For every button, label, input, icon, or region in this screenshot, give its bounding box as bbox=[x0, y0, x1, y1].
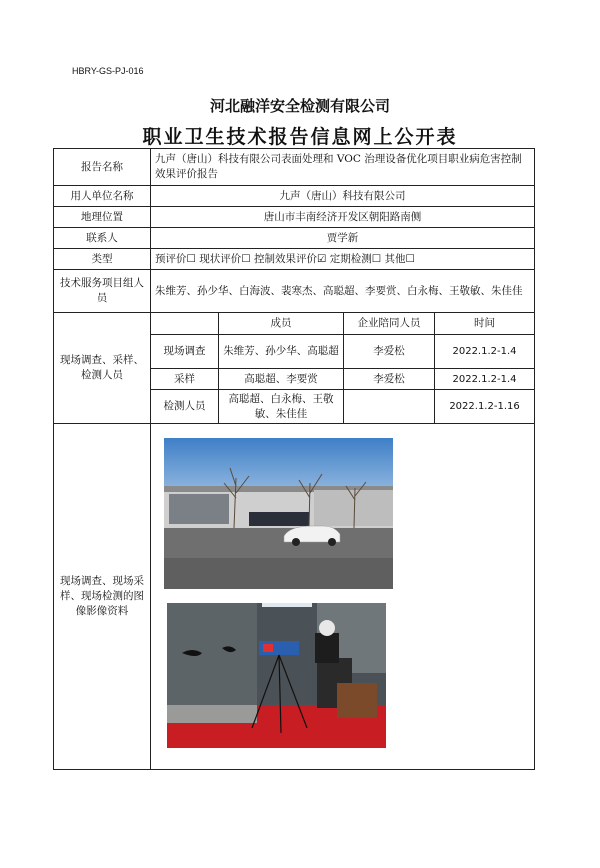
employer-label: 用人单位名称 bbox=[54, 186, 151, 207]
row-report-name bbox=[54, 149, 535, 186]
type-value: 预评价☐ 现状评价☐ 控制效果评价☑ 定期检测☐ 其他☐ bbox=[151, 249, 535, 270]
survey-members: 朱维芳、孙少华、高聪超 bbox=[219, 335, 344, 369]
header-time: 时间 bbox=[435, 313, 535, 335]
document-code: HBRY-GS-PJ-016 bbox=[72, 66, 144, 76]
disclosure-table bbox=[53, 148, 535, 770]
survey-companion: 李爱松 bbox=[344, 335, 435, 369]
sampling-type: 采样 bbox=[151, 369, 219, 390]
field-label: 现场调查、采样、检测人员 bbox=[54, 313, 151, 424]
testing-companion bbox=[344, 390, 435, 424]
row-field-header bbox=[54, 313, 535, 335]
row-contact bbox=[54, 228, 535, 249]
sampling-time: 2022.1.2-1.4 bbox=[435, 369, 535, 390]
type-label: 类型 bbox=[54, 249, 151, 270]
contact-value: 贾学新 bbox=[151, 228, 535, 249]
team-value: 朱维芳、孙少华、白海波、裴寒杰、高聪超、李要赏、白永梅、王敬敏、朱佳佳 bbox=[151, 270, 535, 313]
survey-time: 2022.1.2-1.4 bbox=[435, 335, 535, 369]
row-images bbox=[54, 424, 535, 770]
sampling-companion: 李爱松 bbox=[344, 369, 435, 390]
row-employer bbox=[54, 186, 535, 207]
images-cell bbox=[151, 424, 535, 770]
page-title: 职业卫生技术报告信息网上公开表 bbox=[142, 126, 458, 148]
survey-type: 现场调查 bbox=[151, 335, 219, 369]
header-companion: 企业陪同人员 bbox=[344, 313, 435, 335]
testing-type: 检测人员 bbox=[151, 390, 219, 424]
row-type bbox=[54, 249, 535, 270]
report-name-label: 报告名称 bbox=[54, 149, 151, 186]
field-header-blank bbox=[151, 313, 219, 335]
contact-label: 联系人 bbox=[54, 228, 151, 249]
location-value: 唐山市丰南经济开发区朝阳路南侧 bbox=[151, 207, 535, 228]
team-label: 技术服务项目组人员 bbox=[54, 270, 151, 313]
row-location bbox=[54, 207, 535, 228]
images-label: 现场调查、现场采样、现场检测的图像影像资料 bbox=[54, 424, 151, 770]
row-team bbox=[54, 270, 535, 313]
testing-members: 高聪超、白永梅、王敬敏、朱佳佳 bbox=[219, 390, 344, 424]
testing-time: 2022.1.2-1.16 bbox=[435, 390, 535, 424]
sampling-members: 高聪超、李要赏 bbox=[219, 369, 344, 390]
header-members: 成员 bbox=[219, 313, 344, 335]
report-name-value: 九声（唐山）科技有限公司表面处理和 VOC 治理设备优化项目职业病危害控制效果评价报告 bbox=[151, 149, 535, 186]
employer-value: 九声（唐山）科技有限公司 bbox=[151, 186, 535, 207]
company-name: 河北融洋安全检测有限公司 bbox=[209, 97, 390, 115]
sampling-equipment-photo bbox=[167, 603, 386, 748]
location-label: 地理位置 bbox=[54, 207, 151, 228]
site-exterior-photo bbox=[164, 438, 393, 589]
